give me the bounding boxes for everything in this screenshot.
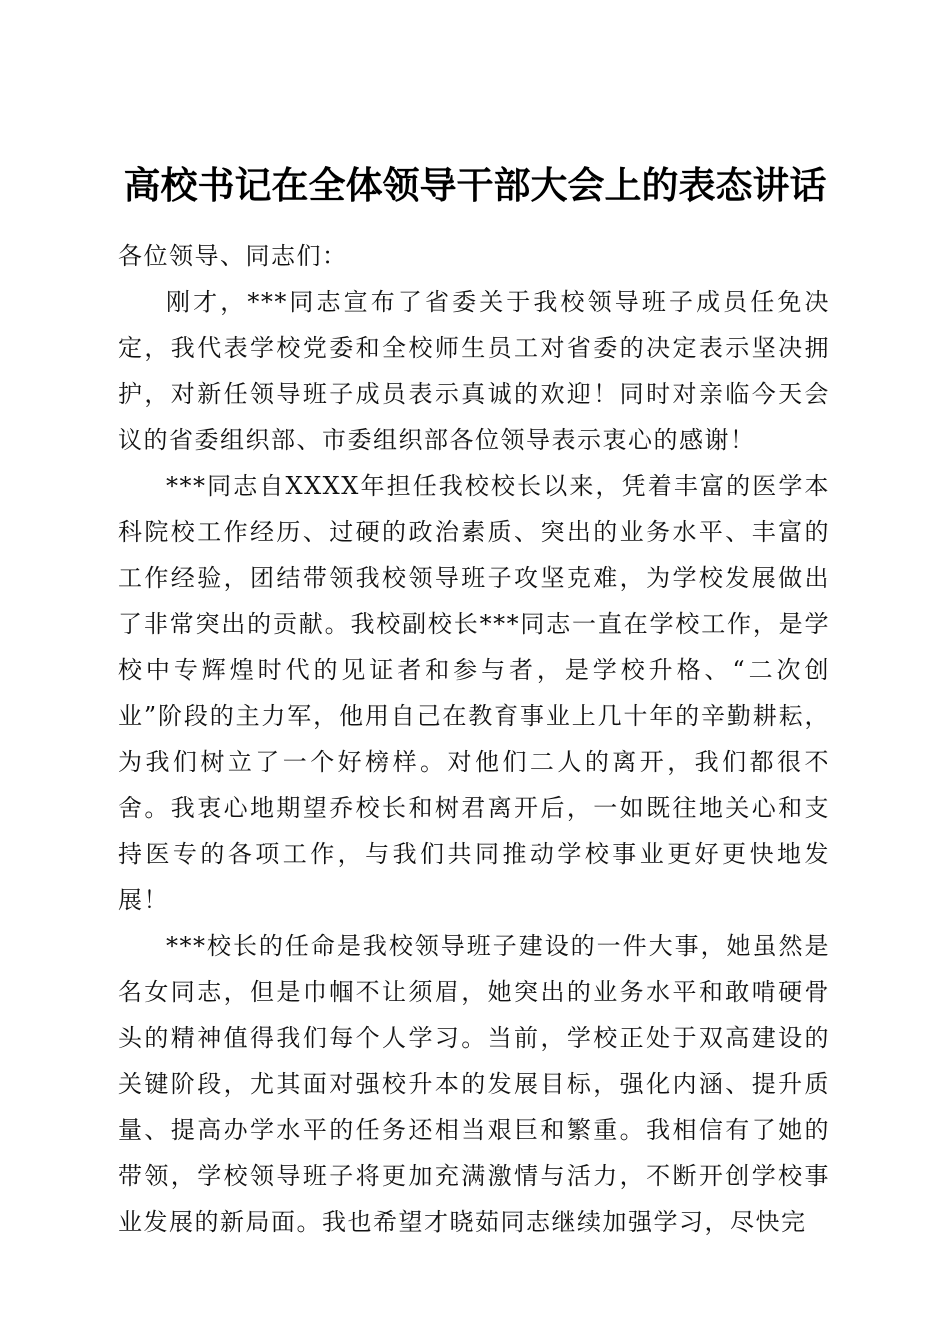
- paragraph-1: 刚才，***同志宣布了省委关于我校领导班子成员任免决定，我代表学校党委和全校师生员工对省委的决定表示坚决拥护，对新任领导班子成员表示真诚的欢迎！同时对亲临今天会议的省委组织部、市委组织部各位领导表示衷心的感谢！: [118, 288, 830, 454]
- salutation: 各位领导、同志们：: [118, 242, 348, 270]
- document-body: [118, 233, 830, 1245]
- paragraph-3: ***校长的任命是我校领导班子建设的一件大事，她虽然是名女同志，但是巾帼不让须眉，她突出的业务水平和敢啃硬骨头的精神值得我们每个人学习。当前，学校正处于双高建设的关键阶段，尤其面对强校升本的发展目标，强化内涵、提升质量、提高办学水平的任务还相当艰巨和繁重。我相信有了她的带领，学校领导班子将更加充满激情与活力，不断开创学校事业发展的新局面。我也希望才晓茹同志继续加强学习，尽快完: [118, 932, 830, 1236]
- document-title: 高校书记在全体领导干部大会上的表态讲话: [123, 162, 827, 207]
- paragraph-2: ***同志自XXXX年担任我校校长以来，凭着丰富的医学本科院校工作经历、过硬的政治素质、突出的业务水平、丰富的工作经验，团结带领我校领导班子攻坚克难，为学校发展做出了非常突出的贡献。我校副校长***同志一直在学校工作，是学校中专辉煌时代的见证者和参与者，是学校升格、“二次创业”阶段的主力军，他用自己在教育事业上几十年的辛勤耕耘，为我们树立了一个好榜样。对他们二人的离开，我们都很不舍。我衷心地期望乔校长和树君离开后，一如既往地关心和支持医专的各项工作，与我们共同推动学校事业更好更快地发展！: [118, 472, 830, 914]
